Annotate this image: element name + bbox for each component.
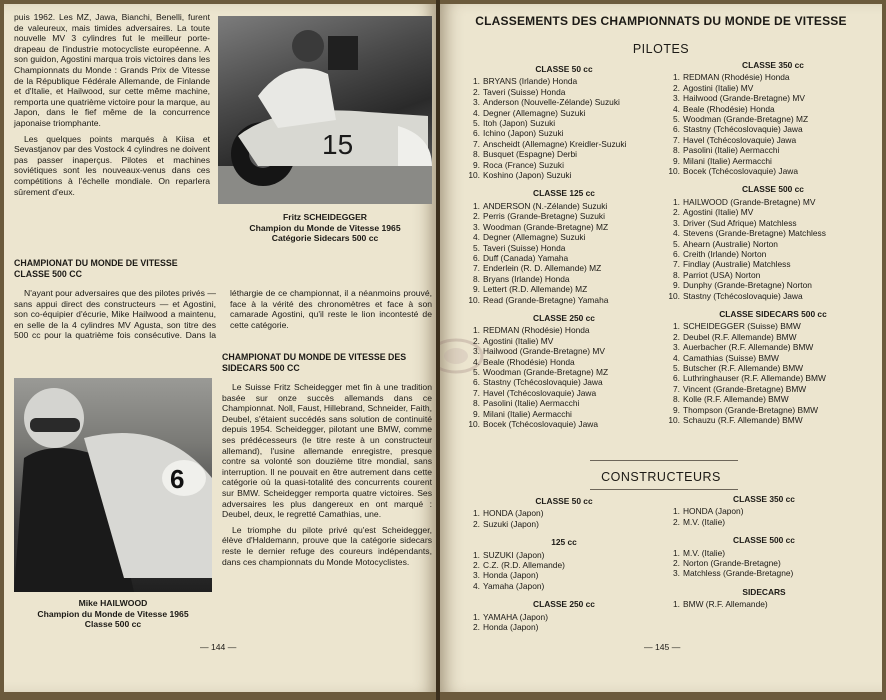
ranking-list [666, 548, 862, 579]
rank-number: 9. [673, 280, 680, 291]
rank-number: 10. [468, 419, 480, 429]
ranking-row [666, 405, 880, 415]
rank-entry: Perris (Grande-Bretagne) Suzuki [483, 211, 605, 222]
pilotes-heading: PILOTES [632, 42, 690, 56]
rank-number: 2. [473, 518, 480, 529]
rank-number: 5. [473, 118, 480, 129]
ranking-row [466, 149, 662, 159]
rank-entry: Thompson (Grande-Bretagne) BMW [683, 404, 818, 415]
ranking-row [666, 373, 880, 383]
rank-number: 3. [473, 346, 480, 357]
rank-number: 1. [473, 549, 480, 560]
ranking-row [466, 612, 662, 622]
ranking-row [666, 517, 862, 527]
caption-scheidegger-title: Champion du Monde de Vitesse 1965 [249, 222, 401, 233]
caption-hailwood-name: Mike HAILWOOD [78, 598, 148, 608]
rank-entry: Stevens (Grande-Bretagne) Matchless [683, 228, 826, 239]
rank-entry: Busquet (Espagne) Derbi [483, 149, 578, 160]
ranking-row [466, 560, 662, 570]
race-number-6: 6 [170, 464, 185, 494]
rank-number: 6. [473, 128, 480, 139]
class-heading: CLASSE 50 cc [535, 496, 593, 506]
rank-number: 2. [673, 516, 680, 527]
rank-number: 1. [673, 547, 680, 558]
rank-number: 8. [673, 394, 680, 405]
rank-number: 3. [473, 97, 480, 108]
rank-number: 1. [673, 72, 680, 83]
ranking-list [466, 508, 662, 529]
rank-entry: M.V. (Italie) [683, 547, 726, 558]
rank-entry: Ahearn (Australie) Norton [683, 238, 778, 249]
class-heading: CLASSE 50 cc [535, 64, 593, 74]
ranking-row [466, 550, 662, 560]
rank-number: 4. [473, 356, 480, 367]
ranking-row [466, 398, 662, 408]
rank-entry: M.V. (Italie) [683, 516, 726, 527]
rank-number: 7. [473, 138, 480, 149]
rank-entry: Vincent (Grande-Bretagne) BMW [683, 383, 807, 394]
rank-entry: Honda (Japon) [483, 570, 539, 581]
ranking-row [466, 222, 662, 232]
class-heading: CLASSE 350 cc [733, 494, 795, 504]
rank-number: 3. [473, 221, 480, 232]
ranking-row [466, 97, 662, 107]
ranking-row [666, 114, 880, 124]
rank-number: 4. [473, 580, 480, 591]
rank-entry: Taveri (Suisse) Honda [483, 242, 566, 253]
rank-entry: Suzuki (Japon) [483, 518, 539, 529]
rank-entry: Pasolini (Italie) Aermacchi [483, 398, 580, 409]
rank-entry: Bocek (Tchécoslovaquie) Jawa [683, 166, 798, 177]
rank-number: 4. [673, 228, 680, 239]
rank-number: 6. [673, 124, 680, 135]
ranking-row [466, 160, 662, 170]
rank-entry: HONDA (Japon) [683, 506, 744, 517]
ranking-row [466, 357, 662, 367]
caption-hailwood [14, 598, 212, 630]
rank-number: 8. [473, 273, 480, 284]
class-heading: CLASSE 250 cc [533, 599, 595, 610]
ranking-row [666, 207, 880, 217]
rank-number: 3. [473, 570, 480, 581]
class-heading: CLASSE 250 cc [533, 312, 595, 323]
rank-entry: Milani (Italie) Aermacchi [483, 408, 572, 419]
ranking-row [466, 139, 662, 149]
heading-sidecars: CHAMPIONAT DU MONDE DE VITESSE DES SIDECARS 500 CC [222, 352, 407, 373]
divider-bottom [590, 489, 738, 490]
rank-entry: Butscher (R.F. Allemande) BMW [683, 362, 804, 373]
ranking-row [666, 415, 880, 425]
ranking-row [466, 508, 662, 518]
ranking-row [466, 336, 662, 346]
ranking-row [466, 108, 662, 118]
rank-number: 1. [673, 196, 680, 207]
rank-number: 7. [473, 263, 480, 274]
ranking-row [666, 291, 880, 301]
rank-number: 3. [673, 342, 680, 353]
rank-number: 2. [673, 558, 680, 569]
caption-scheidegger [218, 212, 432, 244]
ranking-row [466, 253, 662, 263]
rank-entry: ANDERSON (N.-Zélande) Suzuki [483, 200, 608, 211]
ranking-row [666, 228, 880, 238]
ranking-row [666, 506, 862, 516]
ranking-row [466, 581, 662, 591]
rank-entry: Pasolini (Italie) Aermacchi [683, 145, 780, 156]
ranking-row [466, 377, 662, 387]
rank-entry: Duff (Canada) Yamaha [483, 252, 569, 263]
ranking-list [466, 201, 662, 305]
rank-number: 4. [673, 352, 680, 363]
rank-entry: Bocek (Tchécoslovaquie) Jawa [483, 419, 598, 429]
paragraph-intro: puis 1962. Les MZ, Jawa, Bianchi, Benelli, furent de valeureux, mais timides adversaires. La toute nouvelle MV 3 cylindres fut le meilleur porte-drapeau de l'industrie motocycliste européenne. A son guidon, Agostini marqua trois victoires dans les Championnats du Monde : Grands Prix de Vitesse de la République Fédérale Allemande, de Finlande et d'Italie, et Hailwood, sur cette même machine, remporta une quatrième victoire pour la marque, au Japon, dans le fief même de la concurrence japonaise triomphante. [14, 12, 210, 128]
rank-entry: Agostini (Italie) MV [683, 207, 754, 218]
rank-entry: Stastny (Tchécoslovaquie) Jawa [483, 377, 603, 388]
rank-entry: Read (Grande-Bretagne) Yamaha [483, 294, 609, 305]
ranking-row [466, 118, 662, 128]
rank-entry: Creith (Irlande) Norton [683, 248, 767, 259]
ranking-row [666, 83, 880, 93]
ranking-row [666, 599, 862, 609]
rank-entry: Honda (Japon) [483, 622, 539, 633]
rank-entry: Driver (Sud Afrique) Matchless [683, 217, 797, 228]
rank-number: 8. [673, 269, 680, 280]
rank-number: 1. [673, 599, 680, 610]
rank-entry: SUZUKI (Japon) [483, 549, 545, 560]
ranking-row [466, 87, 662, 97]
ranking-row [666, 197, 880, 207]
rank-number: 2. [673, 331, 680, 342]
ranking-row [666, 384, 880, 394]
page-145 [440, 4, 882, 692]
rank-entry: Stastny (Tchécoslovaquie) Jawa [683, 124, 803, 135]
ranking-list [666, 506, 862, 527]
ranking-row [466, 232, 662, 242]
rank-number: 1. [673, 321, 680, 332]
rank-entry: Bryans (Irlande) Honda [483, 273, 570, 284]
rank-number: 6. [673, 373, 680, 384]
ranking-row [666, 394, 880, 404]
rank-number: 1. [473, 611, 480, 622]
ranking-row [666, 270, 880, 280]
rank-number: 6. [473, 377, 480, 388]
ranking-row [466, 325, 662, 335]
ranking-list [466, 325, 662, 429]
ranking-row [466, 519, 662, 529]
class-heading: CLASSE 125 cc [533, 188, 595, 199]
rank-entry: REDMAN (Rhodésie) Honda [683, 72, 790, 83]
rank-entry: Dunphy (Grande-Bretagne) Norton [683, 280, 812, 291]
rank-number: 3. [673, 217, 680, 228]
ranking-list [666, 197, 880, 301]
ranking-row [666, 332, 880, 342]
rank-entry: BMW (R.F. Allemande) [683, 599, 768, 610]
rank-entry: Woodman (Grande-Bretagne) MZ [683, 114, 809, 125]
page-number-145: — 145 — [644, 642, 681, 652]
rank-number: 8. [473, 149, 480, 160]
rank-number: 10. [668, 290, 680, 301]
ranking-list [466, 612, 662, 633]
rank-entry: Yamaha (Japon) [483, 580, 545, 591]
rank-number: 5. [673, 362, 680, 373]
ranking-row [466, 243, 662, 253]
class-heading: CLASSE 500 cc [733, 535, 795, 546]
rank-entry: Milani (Italie) Aermacchi [683, 155, 772, 166]
rank-number: 2. [673, 82, 680, 93]
rank-entry: Degner (Allemagne) Suzuki [483, 232, 586, 243]
ranking-row [466, 284, 662, 294]
class-heading: CLASSE 500 cc [742, 184, 804, 195]
ranking-list [666, 599, 862, 609]
heading-500cc: CHAMPIONAT DU MONDE DE VITESSE CLASSE 500 CC [14, 258, 178, 279]
rank-number: 1. [673, 506, 680, 517]
rank-number: 2. [473, 211, 480, 222]
rank-number: 4. [473, 232, 480, 243]
rank-number: 3. [673, 93, 680, 104]
divider-top [590, 460, 738, 461]
rank-number: 1. [473, 508, 480, 519]
rank-number: 5. [673, 114, 680, 125]
ranking-row [466, 201, 662, 211]
rank-number: 9. [673, 404, 680, 415]
rank-entry: Camathias (Suisse) BMW [683, 352, 779, 363]
caption-scheidegger-category: Catégorie Sidecars 500 cc [271, 233, 379, 244]
rank-entry: Kolle (R.F. Allemande) BMW [683, 394, 789, 405]
rank-entry: Havel (Tchécoslovaquie) Jawa [683, 134, 797, 145]
pilotes-column-left [466, 64, 662, 437]
rank-entry: Beale (Rhodésie) Honda [483, 356, 575, 367]
ranking-row [466, 128, 662, 138]
rank-number: 3. [673, 568, 680, 579]
rank-entry: Hailwood (Grande-Bretagne) MV [483, 346, 605, 357]
pilotes-column-right [666, 60, 880, 433]
rank-entry: Lettert (R.D. Allemande) MZ [483, 284, 588, 295]
rank-number: 9. [473, 159, 480, 170]
ranking-row [666, 568, 862, 578]
rank-number: 10. [468, 170, 480, 181]
race-number-15: 15 [322, 129, 354, 160]
rank-entry: Norton (Grande-Bretagne) [683, 558, 781, 569]
ranking-row [466, 419, 662, 429]
rank-entry: Enderlein (R. D. Allemande) MZ [483, 263, 602, 274]
constructeurs-column-right [666, 494, 862, 618]
rank-number: 2. [473, 560, 480, 571]
rank-number: 5. [673, 238, 680, 249]
rank-number: 9. [473, 408, 480, 419]
rank-entry: REDMAN (Rhodésie) Honda [483, 325, 590, 336]
page-144 [4, 4, 436, 692]
rank-number: 2. [473, 335, 480, 346]
rank-number: 1. [473, 76, 480, 87]
rank-entry: Auerbacher (R.F. Allemande) BMW [683, 342, 814, 353]
ranking-row [466, 211, 662, 221]
rank-entry: Koshino (Japon) Suzuki [483, 170, 572, 181]
rank-number: 4. [673, 103, 680, 114]
ranking-row [666, 104, 880, 114]
rank-number: 5. [473, 366, 480, 377]
ranking-row [666, 156, 880, 166]
ranking-list [666, 72, 880, 176]
ranking-row [466, 409, 662, 419]
ranking-list [466, 550, 662, 592]
rank-number: 8. [673, 145, 680, 156]
ranking-list [466, 76, 662, 180]
rank-entry: Roca (France) Suzuki [483, 159, 564, 170]
rank-entry: Anscheidt (Allemagne) Kreidler-Suzuki [483, 138, 627, 149]
ranking-row [666, 353, 880, 363]
rank-number: 10. [468, 294, 480, 305]
hailwood-illustration [14, 378, 212, 592]
rank-entry: Hailwood (Grande-Bretagne) MV [683, 93, 805, 104]
ranking-row [466, 622, 662, 632]
ranking-row [666, 218, 880, 228]
class-heading: 125 cc [551, 537, 577, 548]
photo-scheidegger-sidecar [218, 16, 432, 204]
rank-number: 6. [473, 252, 480, 263]
rank-number: 6. [673, 248, 680, 259]
photo-hailwood [14, 378, 212, 592]
ranking-row [666, 72, 880, 82]
ranking-row [466, 274, 662, 284]
caption-hailwood-title: Champion du Monde de Vitesse 1965 [37, 608, 189, 619]
rank-entry: Ichino (Japon) Suzuki [483, 128, 564, 139]
rank-number: 1. [473, 325, 480, 336]
rank-number: 9. [473, 284, 480, 295]
ranking-row [466, 346, 662, 356]
ranking-row [666, 280, 880, 290]
ranking-row [466, 170, 662, 180]
rank-entry: Deubel (R.F. Allemande) BMW [683, 331, 797, 342]
ranking-list [666, 321, 880, 425]
rank-entry: Stastny (Tchécoslovaquie) Jawa [683, 290, 803, 301]
rank-entry: YAMAHA (Japon) [483, 611, 549, 622]
ranking-row [666, 145, 880, 155]
rank-entry: Havel (Tchécoslovaquie) Jawa [483, 387, 597, 398]
rank-entry: HAILWOOD (Grande-Bretagne) MV [683, 196, 816, 207]
text-column-top [14, 12, 210, 202]
rank-entry: SCHEIDEGGER (Suisse) BMW [683, 321, 801, 332]
rank-number: 4. [473, 107, 480, 118]
ranking-row [666, 124, 880, 134]
ranking-row [466, 570, 662, 580]
rank-entry: Matchless (Grande-Bretagne) [683, 568, 794, 579]
paragraph-500cc: N'ayant pour adversaires que des pilotes privés — sans appui direct des constructeurs — et Agostini, son co-équipier d'écurie, Mike Hailwood a maintenu, en selle de la 4 cylindres MV Agusta, son titre des 500 cc pour la quatrième fois consécutive. Dans la léthargie de ce championnat, il a néanmoins prouvé, face à la vérité des chronomètres et face à son camarade Agostini, qu'il reste le lion incontesté de cette catégorie. [14, 288, 432, 341]
rank-entry: Degner (Allemagne) Suzuki [483, 107, 586, 118]
class-heading: SIDECARS [742, 586, 786, 597]
caption-hailwood-category: Classe 500 cc [84, 619, 142, 630]
rank-number: 2. [673, 207, 680, 218]
rank-number: 9. [673, 155, 680, 166]
ranking-row [666, 135, 880, 145]
ranking-row [666, 558, 862, 568]
rank-entry: Beale (Rhodésie) Honda [683, 103, 775, 114]
ranking-row [466, 76, 662, 86]
rank-number: 2. [473, 86, 480, 97]
ranking-row [666, 166, 880, 176]
ranking-row [666, 321, 880, 331]
paragraph-soviet: Les quelques points marqués à Kiisa et Sevastjanov par des Vostock 4 cylindres ne doivent pas passer inaperçus. Pilotes et machines soviétiques sont les nouveaux-venus dans ces compétitions à l'échelle mondiale. On reparlera sûrement d'eux. [14, 133, 210, 197]
rank-number: 1. [473, 200, 480, 211]
ranking-row [466, 388, 662, 398]
text-sidecars [222, 382, 432, 572]
rank-entry: Parriot (USA) Norton [683, 269, 761, 280]
ranking-row [666, 93, 880, 103]
paragraph-sidecars-1: Le Suisse Fritz Scheidegger met fin à une tradition basée sur onze succès allemands dans ce Championnat. Noll, Faust, Hillebrand, Schneider, Faith, Deubel, s'étaient succédés sans solution de continuité depuis 1954. Scheidegger, pilotant une BMW, comme ses prédécesseurs (le titre reste à un constructeur allemand), l'usine allemande enregistre, presque contre sa volonté son douzième titre mondial, sans interruption. Il ne pouvait en être autrement dans cette catégorie où la quasi-totalité des concurrents courent sur BMW. Scheidegger remporta quatre victoires. Ses adversaires les plus dangereux en ont marqué : Deubel, deux, le regretté Camathias, une. [222, 382, 432, 520]
ranking-row [666, 342, 880, 352]
rank-entry: Schauzu (R.F. Allemande) BMW [683, 415, 803, 425]
rank-entry: BRYANS (Irlande) Honda [483, 76, 578, 87]
rank-number: 10. [668, 166, 680, 177]
rank-entry: Itoh (Japon) Suzuki [483, 118, 556, 129]
sidecar-illustration [218, 16, 432, 204]
ranking-row [466, 263, 662, 273]
classement-title: CLASSEMENTS DES CHAMPIONNATS DU MONDE DE VITESSE [475, 14, 847, 28]
rank-entry: Taveri (Suisse) Honda [483, 86, 566, 97]
class-heading: CLASSE SIDECARS 500 cc [719, 308, 827, 319]
constructeurs-column-left [466, 496, 662, 640]
rank-entry: Agostini (Italie) MV [683, 82, 754, 93]
rank-entry: Agostini (Italie) MV [483, 335, 554, 346]
constructeurs-heading: CONSTRUCTEURS [601, 470, 721, 484]
rank-entry: Woodman (Grande-Bretagne) MZ [483, 221, 609, 232]
rank-entry: Findlay (Australie) Matchless [683, 259, 791, 270]
ranking-row [666, 363, 880, 373]
paragraph-sidecars-2: Le triomphe du pilote privé qu'est Scheidegger, élève d'Haldemann, prouve que la catégorie sidecars reste le dernier refuge des coureurs indépendants, dans ces championnats du Monde Motocyclistes. [222, 524, 432, 567]
rank-entry: Woodman (Grande-Bretagne) MZ [483, 366, 609, 377]
rank-number: 2. [473, 622, 480, 633]
rank-entry: Anderson (Nouvelle-Zélande) Suzuki [483, 97, 620, 108]
class-heading: CLASSE 350 cc [742, 60, 804, 70]
page-number-144: — 144 — [200, 642, 237, 652]
ranking-row [666, 259, 880, 269]
caption-scheidegger-name: Fritz SCHEIDEGGER [282, 212, 368, 222]
rank-number: 7. [673, 134, 680, 145]
rank-number: 7. [673, 383, 680, 394]
rank-number: 8. [473, 398, 480, 409]
rank-entry: Luthringhauser (R.F. Allemande) BMW [683, 373, 826, 384]
rank-number: 10. [668, 415, 680, 425]
rank-number: 5. [473, 242, 480, 253]
ranking-row [666, 239, 880, 249]
ranking-row [666, 548, 862, 558]
rank-entry: C.Z. (R.D. Allemande) [483, 560, 565, 571]
rank-number: 7. [673, 259, 680, 270]
rank-entry: HONDA (Japon) [483, 508, 544, 519]
rank-number: 7. [473, 387, 480, 398]
ranking-row [466, 367, 662, 377]
ranking-row [466, 295, 662, 305]
ranking-row [666, 249, 880, 259]
